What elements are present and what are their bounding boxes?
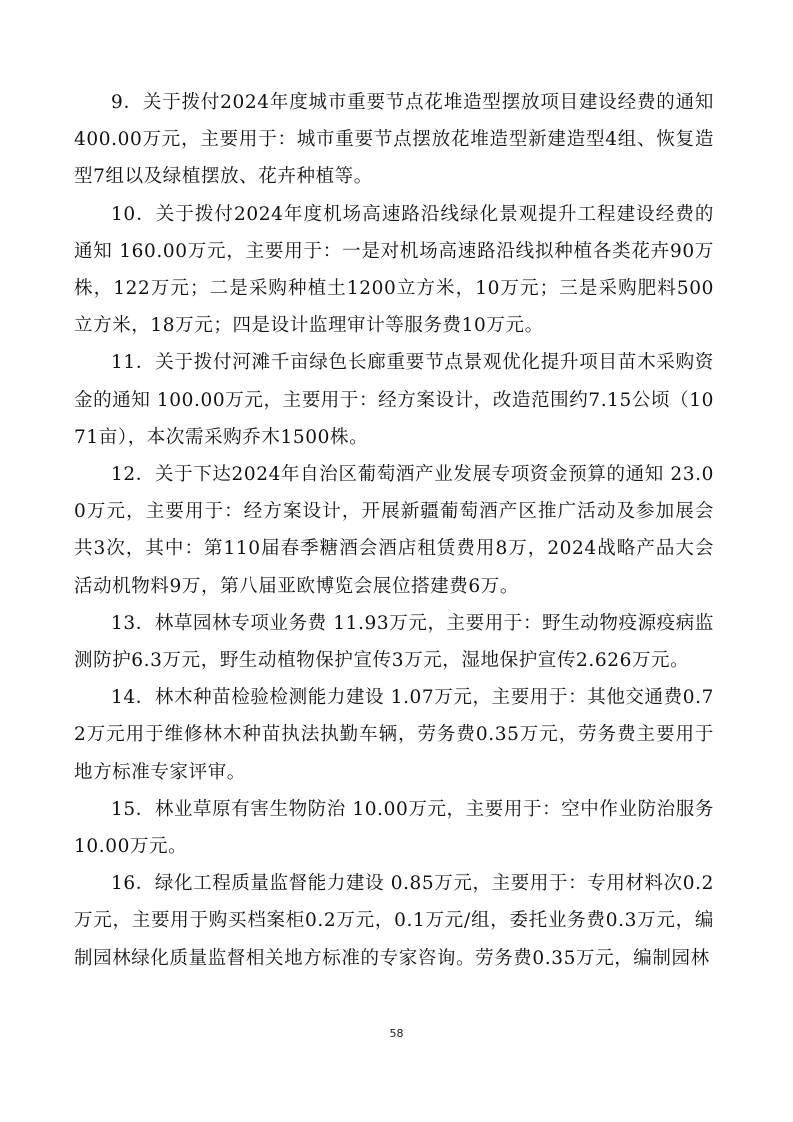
paragraph-11: 11．关于拨付河滩千亩绿色长廊重要节点景观优化提升项目苗木采购资金的通知 100.00万元，主要用于：经方案设计，改造范围约7.15公顷（1071亩），本次需采购乔木1500株。 (74, 352, 714, 448)
page-number: 58 (389, 1027, 404, 1040)
paragraph-15: 15．林业草原有害生物防治 10.00万元，主要用于：空中作业防治服务10.00万元。 (74, 798, 714, 858)
paragraph-12: 12．关于下达2024年自治区葡萄酒产业发展专项资金预算的通知 23.00万元，主要用于：经方案设计，开展新疆葡萄酒产区推广活动及参加展会共3次，其中：第110届春季糖酒会酒店租赁费用8万，2024战略产品大会活动机物料9万，第八届亚欧博览会展位搭建费6万。 (74, 464, 714, 597)
paragraph-13: 13．林草园林专项业务费 11.93万元，主要用于：野生动物疫源疫病监测防护6.3万元，野生动植物保护宣传3万元，湿地保护宣传2.626万元。 (74, 612, 714, 672)
paragraph-9: 9．关于拨付2024年度城市重要节点花堆造型摆放项目建设经费的通知 400.00万元，主要用于：城市重要节点摆放花堆造型新建造型4组、恢复造型7组以及绿植摆放、花卉种植等。 (74, 92, 714, 188)
document-body (74, 84, 714, 977)
paragraph-16: 16．绿化工程质量监督能力建设 0.85万元，主要用于：专用材料次0.2万元，主要用于购买档案柜0.2万元，0.1万元/组，委托业务费0.3万元，编制园林绿化质量监督相关地方标准的专家咨询。劳务费0.35万元，编制园林 (74, 873, 714, 969)
paragraph-14: 14．林木种苗检验检测能力建设 1.07万元，主要用于：其他交通费0.72万元用于维修林木种苗执法执勤车辆，劳务费0.35万元，劳务费主要用于地方标准专家评审。 (74, 687, 714, 783)
paragraph-10: 10．关于拨付2024年度机场高速路沿线绿化景观提升工程建设经费的通知 160.00万元，主要用于：一是对机场高速路沿线拟种植各类花卉90万株，122万元；二是采购种植土1200立方米，10万元；三是采购肥料500立方米，18万元；四是设计监理审计等服务费10万元。 (74, 203, 714, 337)
